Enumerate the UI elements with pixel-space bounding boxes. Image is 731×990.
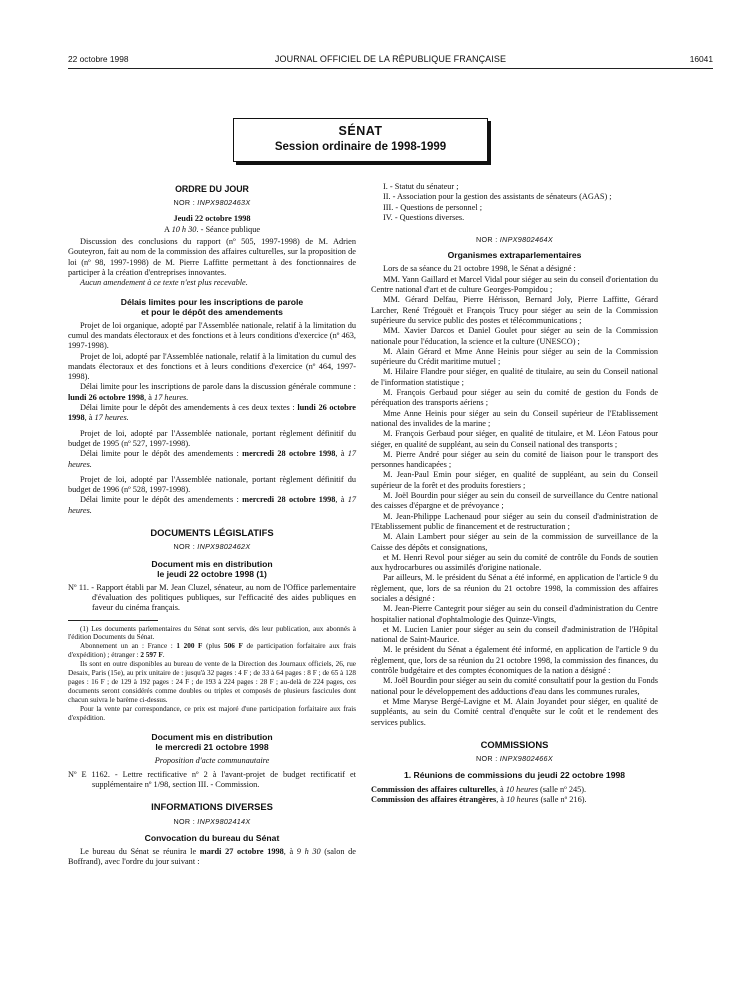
organisme-paragraph: et Mme Maryse Bergé-Lavigne et M. Alain Joyandet pour siéger, en qualité de suppléants, au sein du Comité central d'enquête sur le coût et le rendement des services publics. [371,696,658,727]
ordre-du-jour-title: ORDRE DU JOUR [175,184,249,194]
convocation-paragraph [68,847,356,868]
spacer [371,223,658,233]
organisme-paragraph: M. le président du Sénat a également été informé, en application de l'article 9 du règlement, que, lors de sa réunion du 21 octobre 1998, la commission des finances, du contrôle budgétaire et des comptes économiques de la nation a désigné : [371,645,658,676]
organisme-paragraph: M. Joël Bourdin pour siéger au sein du conseil de surveillance du Centre national des caisses d'épargne et de prévoyance ; [371,491,658,511]
footnote [68,642,356,660]
text-italic: 17 heures. [68,449,357,469]
proposition-text: Proposition d'acte communautaire [154,756,270,766]
header-page-number: 16041 [689,54,713,64]
delais-title [68,297,356,317]
organisme-paragraph: M. Alain Lambert pour siéger au sein de la commission de surveillance de la Caisse des dépôts et consignations, [371,532,658,552]
spacer [68,516,356,526]
agenda-item: I. - Statut du sénateur ; [383,182,459,191]
text-bold: 506 F [224,642,243,651]
session-title: Session ordinaire de 1998-1999 [274,141,447,153]
agenda-item: III. - Questions de personnel ; [383,202,483,212]
odj-note-text: Aucun amendement à ce texte n'est plus recevable. [80,278,248,288]
commission-line [371,795,658,805]
distribution-line2: le jeudi 22 octobre 1998 (1) [157,568,267,579]
text: Le bureau du Sénat se réunira le [80,846,200,856]
header-rule [68,68,713,69]
organisme-paragraph: Par ailleurs, M. le président du Sénat a été informé, en application de l'article 9 du règlement, que, lors de sa réunion du 21 octobre 1998, la commission des affaires sociales a désigné : [371,573,658,603]
commission-time: 10 heures [506,795,539,805]
right-column [371,182,658,805]
text: Délai limite pour les inscriptions de parole dans la discussion générale commune : [80,382,356,392]
text-bold: lundi 26 octobre 1998 [68,392,145,402]
organismes-nor [371,235,658,245]
distribution-line1: Document mis en distribution [151,732,273,743]
delais-paragraph: Projet de loi, adopté par l'Assemblée nationale, portant règlement définitif du budget de 1995 (nº 527, 1997-1998). [68,428,356,448]
text-bold: lundi 26 octobre 1998 [68,403,356,423]
distribution-title-2 [68,732,356,752]
nor-label: NOR : [173,198,198,208]
delais-title-line2: et pour le dépôt des amendements [141,306,283,317]
commission-time: 10 heures [505,784,538,794]
time-value: 10 h 30 [171,224,197,234]
organisme-paragraph: et M. Lucien Lanier pour siéger au sein du conseil d'administration de l'Hôpital national de Saint-Maurice. [371,624,658,645]
organisme-paragraph: M. François Gerbaud pour siéger, en qualité de titulaire, et M. Léon Fatous pour siéger, en qualité de suppléant, au sein du Conseil national des transports ; [371,429,658,449]
document-text: - Lettre rectificative nº 2 à l'avant-projet de budget rectificatif et supplémentaire nº 1/98, section III. - Commission. [92,769,356,790]
document-number: Nº E 1162. [68,769,110,779]
organisme-paragraph: M. Pierre André pour siéger au sein du comité de liaison pour le transport des personnes handicapées ; [371,449,658,470]
reunions-title: 1. Réunions de commissions du jeudi 22 octobre 1998 [403,770,626,781]
senat-title-box [233,118,488,162]
odj-note [68,278,356,288]
organisme-paragraph: MM. Xavier Darcos et Daniel Goulet pour siéger au sein de la Commission nationale pour l'éducation, la science et la culture (UNESCO) ; [371,326,658,346]
text-bold: 1 200 F [176,642,203,651]
odj-paragraph: Discussion des conclusions du rapport (nº 505, 1997-1998) de M. Adrien Gouteyron, fait au nom de la commission des affaires culturelles, sur la proposition de loi (nº 98, 1997-1998) de M. Pierre Laffitte permettant à des fonctionnaires de participer à la création d'entreprises innovantes. [68,237,356,278]
text-italic: 17 heures. [68,495,357,515]
text: Délai limite pour le dépôt des amendements : [80,449,243,459]
text-bold: 2 597 F [140,651,163,660]
footnote: Ils sont en outre disponibles au bureau de vente de la Direction des Journaux officiels, 26, rue Desaix, Paris (15e), au prix unitaire de : jusqu'à 32 pages : 4 F ; de 33 à 64 pages : 8 F ; de 65 à 128 pages : 16 F ; de 129 à 192 pages : 24 F ; de 193 à 224 pages : 28 F ; au-delà de 224 pages, ces documents seront considérés comme doubles ou triples et composés de plusieurs fascicules dont chacun suivra le barème ci-dessus. [68,660,356,704]
nor-label: NOR : [173,816,198,826]
text: Délai limite pour le dépôt des amendements : [80,495,243,505]
organismes-title: Organismes extraparlementaires [447,250,582,261]
organisme-paragraph: MM. Gérard Delfau, Pierre Hérisson, Bernard Joly, Pierre Laffitte, Gérard Larcher, René Trégouët et François Trucy pour siéger au sein de la Commission supérieure du service public des postes et télécommunications ; [371,295,658,325]
text-italic: 9 h 30 [296,846,321,856]
text: (plus [202,642,225,651]
agenda-item: IV. - Questions diverses. [383,212,465,222]
document-item [68,770,356,791]
distribution-line2: le mercredi 21 octobre 1998 [155,742,269,753]
organisme-paragraph: M. Joël Bourdin pour siéger au sein du comité consultatif pour la gestion du Fonds national pour le développement des adductions d'eau dans les communes rurales, [371,676,658,696]
organismes-list [371,264,658,727]
spacer [68,790,356,800]
nor-code: INPX9802463X [197,198,251,208]
commission-name: Commission des affaires culturelles [371,784,496,794]
convocation-title: Convocation du bureau du Sénat [144,832,280,843]
commissions-title: COMMISSIONS [480,738,549,750]
commission-line [371,785,658,795]
organisme-paragraph: M. Hilaire Flandre pour siéger, en qualité de titulaire, au sein du Conseil national de l'information statistique ; [371,367,658,387]
nor-code: INPX9802464X [499,235,553,245]
agenda-item: II. - Association pour la gestion des assistants de sénateurs (AGAS) ; [383,192,612,202]
text: (salon de Boffrand), avec l'ordre du jour suivant : [68,846,356,867]
organisme-paragraph: et M. Henri Revol pour siéger au sein du comité de contrôle du Fonds de soutien aux hydrocarbures ou assimilés d'origine nationale. [371,552,658,573]
text-bold: mercredi 28 octobre 1998 [242,449,336,459]
text: , à [335,495,348,505]
footnotes [68,625,356,723]
delais-paragraph: Projet de loi organique, adopté par l'Assemblée nationale, relatif à la limitation du cumul des mandats électoraux et des fonctions et à leurs conditions d'exercice (nº 463, 1997-1998). [68,320,356,351]
organisme-paragraph: Mme Anne Heinis pour siéger au sein du Conseil supérieur de l'Etablissement national des invalides de la marine ; [371,408,658,428]
commission-room: (salle nº 245). [537,784,587,794]
ordre-du-jour-nor [68,198,356,208]
seance-date: Jeudi 22 octobre 1998 [173,213,251,223]
text: , à [335,449,348,459]
senat-title: SÉNAT [338,124,383,138]
distribution-line1: Document mis en distribution [151,558,273,569]
text: , à [495,784,506,794]
header-date: 22 octobre 1998 [68,54,129,64]
page-header [68,52,713,66]
text-italic: 17 heures. [94,413,129,423]
text: Abonnement un an : France : [80,642,177,651]
nor-label: NOR : [476,235,500,245]
organisme-paragraph: M. François Gerbaud pour siéger au sein du comité de gestion du Fonds de péréquation des transports aériens ; [371,388,658,408]
header-journal-title: JOURNAL OFFICIEL DE LA RÉPUBLIQUE FRANÇAISE [274,54,507,64]
delais-paragraph: Projet de loi, adopté par l'Assemblée nationale, portant règlement définitif du budget de 1996 (nº 528, 1997-1998). [68,474,356,495]
informations-nor [68,817,356,827]
text-bold: mercredi 28 octobre 1998 [242,495,336,505]
document-text: - Rapport établi par M. Jean Cluzel, sénateur, au nom de l'Office parlementaire d'évaluation des politiques publiques, sur l'efficacité des aides publiques en faveur du cinéma français. [88,582,356,613]
time-rest: . - Séance publique [196,224,261,234]
proposition-label [68,756,356,766]
organisme-paragraph: M. Alain Gérard et Mme Anne Heinis pour siéger au sein de la Commission supérieure du Crédit maritime mutuel ; [371,346,658,367]
nor-label: NOR : [173,542,198,552]
delais-paragraph [68,403,356,424]
commission-name: Commission des affaires étrangères [371,795,497,805]
documents-nor [68,542,356,552]
text: . [162,651,165,660]
spacer [371,728,658,738]
organisme-paragraph: MM. Yann Gaillard et Marcel Vidal pour siéger au sein du conseil d'orientation du Centre national d'art et de culture Georges-Pompidou ; [371,274,658,295]
text: , à [283,846,297,856]
nor-code: INPX9802466X [499,754,553,764]
seance-time [68,225,356,235]
delais-paragraph [68,382,356,403]
footnote: Pour la vente par correspondance, ce prix est majoré d'une participation forfaitaire aux frais d'expédition. [68,704,356,722]
text: , à [496,795,507,805]
text-bold: mardi 27 octobre 1998 [199,846,284,856]
distribution-title-1 [68,559,356,579]
organisme-paragraph: M. Jean-Philippe Lachenaud pour siéger au sein du conseil d'administration de l'Etablissement public de financement et de restructuration ; [371,511,658,531]
documents-legislatifs-title: DOCUMENTS LÉGISLATIFS [150,527,274,539]
time-prefix: A [163,224,172,234]
text: Délai limite pour le dépôt des amendements à ces deux textes : [80,403,298,413]
organisme-paragraph: M. Jean-Paul Emin pour siéger, en qualité de suppléant, au sein du Conseil supérieur de la forêt et des produits forestiers ; [371,470,658,490]
text: , à [84,413,95,423]
document-number: Nº 11. [68,582,89,592]
left-column [68,182,356,868]
commission-room: (salle nº 216). [538,795,587,805]
delais-paragraph: Projet de loi, adopté par l'Assemblée nationale, relatif à la limitation du cumul des mandats électoraux et des fonctions et à leurs conditions d'exercice (nº 464, 1997-1998). [68,351,356,382]
nor-code: INPX9802414X [197,816,251,826]
organisme-paragraph: Lors de sa séance du 21 octobre 1998, le Sénat a désigné : [383,264,576,274]
nor-code: INPX9802462X [197,542,251,552]
document-item [68,583,356,614]
text: , à [144,392,155,402]
text-italic: 17 heures. [154,392,189,402]
informations-diverses-title: INFORMATIONS DIVERSES [151,801,273,813]
delais-title-line1: Délais limites pour les inscriptions de parole [120,296,304,307]
text: de participation forfaitaire aux frais d'expédition) ; étranger : [68,642,357,660]
organisme-paragraph: M. Jean-Pierre Cantegrit pour siéger au sein du conseil d'administration du Centre hospitalier national d'ophtalmologie des Quinze-Vingts, [371,604,658,624]
commissions-nor [371,754,658,764]
delais-paragraph [68,449,356,470]
nor-label: NOR : [476,754,500,764]
footnote-rule [68,620,158,621]
footnote: (1) Les documents parlementaires du Sénat sont servis, dès leur publication, aux abonnés à l'édition Documents du Sénat. [68,624,356,642]
delais-paragraph [68,495,356,516]
